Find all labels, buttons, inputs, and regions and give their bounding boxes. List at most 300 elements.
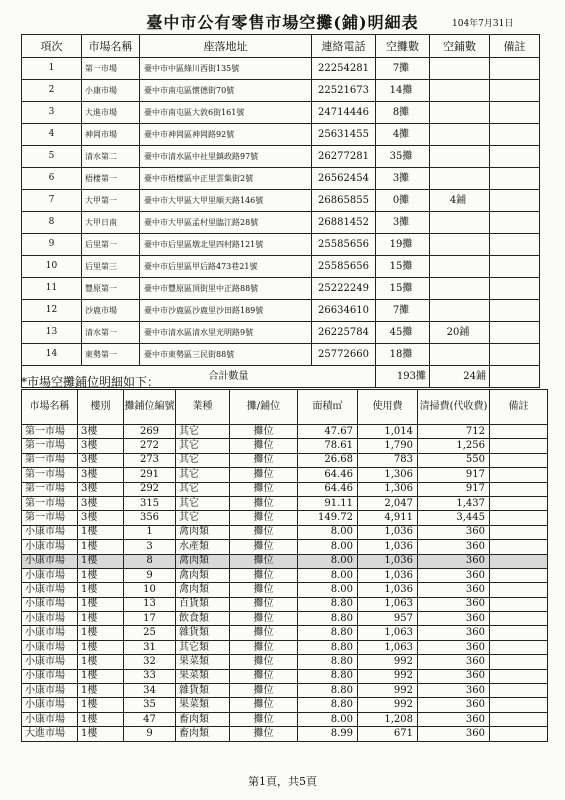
cell-phone: 26225784 bbox=[312, 322, 376, 344]
cell-shops bbox=[430, 234, 490, 256]
col-header-market: 市場名稱 bbox=[82, 35, 140, 58]
cell-market: 小康市場 bbox=[22, 640, 78, 654]
cell-stalls: 14攤 bbox=[376, 80, 430, 102]
col-header-shops: 空鋪數 bbox=[430, 35, 490, 58]
col-header-address: 座落地址 bbox=[140, 35, 312, 58]
table-row bbox=[22, 626, 548, 640]
cell-floor: 1樓 bbox=[78, 583, 124, 597]
cell-floor: 3樓 bbox=[78, 453, 124, 467]
cell-phone: 25585656 bbox=[312, 234, 376, 256]
cell-phone: 26562454 bbox=[312, 168, 376, 190]
cell-stalls: 3攤 bbox=[376, 212, 430, 234]
cell-market: 第一市場 bbox=[22, 425, 78, 439]
cell-area: 8.00 bbox=[298, 583, 358, 597]
cell-market: 清水第一 bbox=[82, 322, 140, 344]
cell-kind: 攤位 bbox=[230, 684, 298, 698]
cell-type: 果菜類 bbox=[176, 669, 230, 683]
cell-market: 大進市場 bbox=[82, 102, 140, 124]
cell-area: 91.11 bbox=[298, 496, 358, 510]
cell-no: 8 bbox=[22, 212, 82, 234]
cell-floor: 3樓 bbox=[78, 439, 124, 453]
cell-floor: 3樓 bbox=[78, 511, 124, 525]
cell-kind: 攤位 bbox=[230, 698, 298, 712]
cell-remarks bbox=[490, 655, 548, 669]
cell-stall-no: 1 bbox=[124, 525, 176, 539]
table-row bbox=[22, 124, 540, 146]
cell-fee: 1,036 bbox=[358, 540, 418, 554]
cell-floor: 1樓 bbox=[78, 525, 124, 539]
cell-floor: 1樓 bbox=[78, 712, 124, 726]
cell-fee: 957 bbox=[358, 612, 418, 626]
cell-address: 臺中市南屯區懷德街70號 bbox=[140, 80, 312, 102]
table-row bbox=[22, 425, 548, 439]
table-row bbox=[22, 712, 548, 726]
cell-stall-no: 17 bbox=[124, 612, 176, 626]
cell-cleaning-fee: 360 bbox=[418, 698, 490, 712]
cell-no: 5 bbox=[22, 146, 82, 168]
cell-type: 禽肉類 bbox=[176, 583, 230, 597]
detail-caption: *市場空攤鋪位明細如下： bbox=[21, 375, 160, 389]
table-row bbox=[22, 554, 548, 568]
cell-market: 小康市場 bbox=[22, 669, 78, 683]
cell-area: 8.00 bbox=[298, 525, 358, 539]
cell-area: 8.80 bbox=[298, 669, 358, 683]
cell-type: 其它 bbox=[176, 511, 230, 525]
cell-stall-no: 9 bbox=[124, 568, 176, 582]
cell-type: 禽肉類 bbox=[176, 568, 230, 582]
cell-area: 47.67 bbox=[298, 425, 358, 439]
cell-floor: 1樓 bbox=[78, 669, 124, 683]
cell-type: 畜肉類 bbox=[176, 712, 230, 726]
cell-shops bbox=[430, 102, 490, 124]
page-title: 臺中市公有零售市場空攤(鋪)明細表 bbox=[146, 13, 419, 32]
cell-market: 第一市場 bbox=[22, 511, 78, 525]
table-row bbox=[22, 655, 548, 669]
cell-phone: 26881452 bbox=[312, 212, 376, 234]
cell-area: 64.46 bbox=[298, 468, 358, 482]
col-header-market: 市場名稱 bbox=[22, 390, 78, 425]
cell-kind: 攤位 bbox=[230, 669, 298, 683]
cell-remarks bbox=[490, 597, 548, 611]
cell-floor: 3樓 bbox=[78, 496, 124, 510]
cell-phone: 25222249 bbox=[312, 278, 376, 300]
cell-fee: 4,911 bbox=[358, 511, 418, 525]
cell-no: 3 bbox=[22, 102, 82, 124]
cell-type: 禽肉類 bbox=[176, 554, 230, 568]
cell-shops bbox=[430, 278, 490, 300]
cell-cleaning-fee: 1,437 bbox=[418, 496, 490, 510]
cell-market: 小康市場 bbox=[82, 80, 140, 102]
cell-cleaning-fee: 917 bbox=[418, 468, 490, 482]
cell-market: 小康市場 bbox=[22, 540, 78, 554]
cell-shops bbox=[430, 146, 490, 168]
cell-kind: 攤位 bbox=[230, 597, 298, 611]
table-row bbox=[22, 583, 548, 597]
cell-remarks bbox=[490, 583, 548, 597]
table-row bbox=[22, 453, 548, 467]
table-row bbox=[22, 190, 540, 212]
cell-remarks bbox=[490, 124, 540, 146]
cell-remarks bbox=[490, 168, 540, 190]
cell-cleaning-fee: 917 bbox=[418, 482, 490, 496]
cell-area: 8.00 bbox=[298, 568, 358, 582]
cell-kind: 攤位 bbox=[230, 554, 298, 568]
cell-remarks bbox=[490, 568, 548, 582]
table-row bbox=[22, 540, 548, 554]
cell-market: 大甲第一 bbox=[82, 190, 140, 212]
cell-stall-no: 25 bbox=[124, 626, 176, 640]
cell-floor: 3樓 bbox=[78, 425, 124, 439]
cell-address: 臺中市沙鹿區沙鹿里沙田路189號 bbox=[140, 300, 312, 322]
cell-market: 第一市場 bbox=[82, 58, 140, 80]
page-footer: 第1頁，共5頁 bbox=[248, 775, 317, 788]
cell-cleaning-fee: 360 bbox=[418, 669, 490, 683]
cell-shops bbox=[430, 212, 490, 234]
cell-fee: 1,036 bbox=[358, 525, 418, 539]
cell-no: 10 bbox=[22, 256, 82, 278]
cell-kind: 攤位 bbox=[230, 540, 298, 554]
cell-remarks bbox=[490, 525, 548, 539]
cell-type: 其它 bbox=[176, 453, 230, 467]
cell-area: 8.00 bbox=[298, 712, 358, 726]
table-row bbox=[22, 212, 540, 234]
cell-stalls: 0攤 bbox=[376, 190, 430, 212]
cell-floor: 1樓 bbox=[78, 568, 124, 582]
cell-cleaning-fee: 360 bbox=[418, 684, 490, 698]
cell-floor: 1樓 bbox=[78, 684, 124, 698]
cell-phone: 25585656 bbox=[312, 256, 376, 278]
cell-shops bbox=[430, 124, 490, 146]
cell-market: 第一市場 bbox=[22, 496, 78, 510]
cell-cleaning-fee: 360 bbox=[418, 727, 490, 741]
cell-market: 清水第二 bbox=[82, 146, 140, 168]
table-row bbox=[22, 496, 548, 510]
cell-remarks bbox=[490, 146, 540, 168]
cell-type: 果菜類 bbox=[176, 655, 230, 669]
cell-stall-no: 356 bbox=[124, 511, 176, 525]
cell-area: 78.61 bbox=[298, 439, 358, 453]
cell-market: 小康市場 bbox=[22, 597, 78, 611]
cell-remarks bbox=[490, 256, 540, 278]
col-header-floor: 樓別 bbox=[78, 390, 124, 425]
cell-fee: 2,047 bbox=[358, 496, 418, 510]
cell-fee: 1,063 bbox=[358, 597, 418, 611]
table-row bbox=[22, 568, 548, 582]
cell-area: 8.00 bbox=[298, 540, 358, 554]
cell-stall-no: 292 bbox=[124, 482, 176, 496]
cell-kind: 攤位 bbox=[230, 583, 298, 597]
cell-cleaning-fee: 360 bbox=[418, 655, 490, 669]
cell-stall-no: 34 bbox=[124, 684, 176, 698]
cell-shops bbox=[430, 168, 490, 190]
cell-remarks bbox=[490, 698, 548, 712]
cell-remarks bbox=[490, 344, 540, 366]
cell-stalls: 35攤 bbox=[376, 146, 430, 168]
cell-address: 臺中市后里區墩北里四村路121號 bbox=[140, 234, 312, 256]
cell-remarks bbox=[490, 511, 548, 525]
cell-address: 臺中市梧棲區中正里雲集街2號 bbox=[140, 168, 312, 190]
cell-no: 13 bbox=[22, 322, 82, 344]
cell-address: 臺中市神岡區神岡路92號 bbox=[140, 124, 312, 146]
cell-kind: 攤位 bbox=[230, 439, 298, 453]
cell-market: 東勢第一 bbox=[82, 344, 140, 366]
cell-cleaning-fee: 360 bbox=[418, 612, 490, 626]
cell-stalls: 45攤 bbox=[376, 322, 430, 344]
cell-area: 8.80 bbox=[298, 698, 358, 712]
cell-kind: 攤位 bbox=[230, 626, 298, 640]
cell-cleaning-fee: 360 bbox=[418, 583, 490, 597]
cell-fee: 1,036 bbox=[358, 583, 418, 597]
cell-type: 果菜類 bbox=[176, 698, 230, 712]
cell-market: 神岡市場 bbox=[82, 124, 140, 146]
cell-fee: 1,063 bbox=[358, 640, 418, 654]
cell-stall-no: 32 bbox=[124, 655, 176, 669]
cell-remarks bbox=[490, 234, 540, 256]
cell-cleaning-fee: 3,445 bbox=[418, 511, 490, 525]
cell-no: 6 bbox=[22, 168, 82, 190]
cell-stall-no: 273 bbox=[124, 453, 176, 467]
cell-stalls: 4攤 bbox=[376, 124, 430, 146]
cell-floor: 1樓 bbox=[78, 655, 124, 669]
table-row bbox=[22, 468, 548, 482]
cell-area: 8.80 bbox=[298, 655, 358, 669]
cell-market: 小康市場 bbox=[22, 554, 78, 568]
cell-fee: 992 bbox=[358, 669, 418, 683]
total-remarks bbox=[490, 366, 540, 388]
cell-fee: 1,306 bbox=[358, 468, 418, 482]
col-header-remarks: 備註 bbox=[490, 35, 540, 58]
table-row bbox=[22, 612, 548, 626]
cell-fee: 1,790 bbox=[358, 439, 418, 453]
cell-market: 后里第三 bbox=[82, 256, 140, 278]
cell-no: 7 bbox=[22, 190, 82, 212]
cell-type: 其它 bbox=[176, 468, 230, 482]
table-row bbox=[22, 322, 540, 344]
cell-shops bbox=[430, 58, 490, 80]
cell-market: 小康市場 bbox=[22, 655, 78, 669]
cell-phone: 22521673 bbox=[312, 80, 376, 102]
cell-shops bbox=[430, 344, 490, 366]
cell-stalls: 3攤 bbox=[376, 168, 430, 190]
cell-remarks bbox=[490, 300, 540, 322]
cell-floor: 1樓 bbox=[78, 540, 124, 554]
cell-no: 12 bbox=[22, 300, 82, 322]
cell-floor: 1樓 bbox=[78, 698, 124, 712]
table-row bbox=[22, 727, 548, 741]
cell-shops bbox=[430, 256, 490, 278]
cell-remarks bbox=[490, 58, 540, 80]
cell-stall-no: 315 bbox=[124, 496, 176, 510]
cell-remarks bbox=[490, 80, 540, 102]
cell-stall-no: 13 bbox=[124, 597, 176, 611]
cell-floor: 1樓 bbox=[78, 554, 124, 568]
cell-kind: 攤位 bbox=[230, 727, 298, 741]
cell-kind: 攤位 bbox=[230, 568, 298, 582]
cell-stalls: 19攤 bbox=[376, 234, 430, 256]
cell-remarks bbox=[490, 322, 540, 344]
table-row bbox=[22, 482, 548, 496]
report-date: 104年7月31日 bbox=[452, 19, 514, 29]
cell-market: 小康市場 bbox=[22, 626, 78, 640]
cell-no: 1 bbox=[22, 58, 82, 80]
cell-type: 飲食類 bbox=[176, 612, 230, 626]
cell-area: 149.72 bbox=[298, 511, 358, 525]
cell-type: 水產類 bbox=[176, 540, 230, 554]
cell-fee: 783 bbox=[358, 453, 418, 467]
cell-cleaning-fee: 550 bbox=[418, 453, 490, 467]
table-row bbox=[22, 344, 540, 366]
cell-remarks bbox=[490, 190, 540, 212]
total-shops: 24鋪 bbox=[430, 366, 490, 388]
table-row bbox=[22, 102, 540, 124]
cell-fee: 992 bbox=[358, 698, 418, 712]
table-row bbox=[22, 640, 548, 654]
cell-address: 臺中市清水區中社里鎮政路97號 bbox=[140, 146, 312, 168]
cell-market: 梧棲第一 bbox=[82, 168, 140, 190]
cell-stall-no: 9 bbox=[124, 727, 176, 741]
cell-phone: 25772660 bbox=[312, 344, 376, 366]
cell-remarks bbox=[490, 278, 540, 300]
cell-remarks bbox=[490, 453, 548, 467]
cell-cleaning-fee: 360 bbox=[418, 525, 490, 539]
cell-remarks bbox=[490, 102, 540, 124]
cell-market: 小康市場 bbox=[22, 568, 78, 582]
table-row bbox=[22, 278, 540, 300]
col-header-remarks: 備註 bbox=[490, 390, 548, 425]
cell-stall-no: 10 bbox=[124, 583, 176, 597]
cell-stall-no: 3 bbox=[124, 540, 176, 554]
cell-kind: 攤位 bbox=[230, 511, 298, 525]
cell-kind: 攤位 bbox=[230, 712, 298, 726]
cell-floor: 1樓 bbox=[78, 612, 124, 626]
cell-floor: 1樓 bbox=[78, 640, 124, 654]
cell-stalls: 15攤 bbox=[376, 256, 430, 278]
cell-kind: 攤位 bbox=[230, 468, 298, 482]
cell-type: 禽肉類 bbox=[176, 525, 230, 539]
cell-cleaning-fee: 360 bbox=[418, 554, 490, 568]
cell-floor: 3樓 bbox=[78, 482, 124, 496]
cell-type: 其它 bbox=[176, 439, 230, 453]
cell-address: 臺中市南屯區大敦6街161號 bbox=[140, 102, 312, 124]
cell-type: 畜肉類 bbox=[176, 727, 230, 741]
table-row bbox=[22, 80, 540, 102]
cell-type: 其它 bbox=[176, 496, 230, 510]
cell-area: 26.68 bbox=[298, 453, 358, 467]
cell-phone: 25631455 bbox=[312, 124, 376, 146]
cell-remarks bbox=[490, 612, 548, 626]
cell-area: 8.99 bbox=[298, 727, 358, 741]
table-row bbox=[22, 525, 548, 539]
cell-fee: 1,306 bbox=[358, 482, 418, 496]
cell-market: 第一市場 bbox=[22, 468, 78, 482]
cell-remarks bbox=[490, 468, 548, 482]
cell-market: 小康市場 bbox=[22, 612, 78, 626]
cell-stall-no: 291 bbox=[124, 468, 176, 482]
cell-market: 小康市場 bbox=[22, 712, 78, 726]
summary-header-row bbox=[22, 35, 540, 58]
cell-cleaning-fee: 360 bbox=[418, 626, 490, 640]
cell-cleaning-fee: 360 bbox=[418, 568, 490, 582]
cell-stall-no: 272 bbox=[124, 439, 176, 453]
cell-area: 8.80 bbox=[298, 626, 358, 640]
table-row bbox=[22, 168, 540, 190]
cell-phone: 26865855 bbox=[312, 190, 376, 212]
cell-remarks bbox=[490, 212, 540, 234]
cell-market: 小康市場 bbox=[22, 525, 78, 539]
table-row bbox=[22, 234, 540, 256]
table-row bbox=[22, 146, 540, 168]
cell-kind: 攤位 bbox=[230, 640, 298, 654]
cell-phone: 24714446 bbox=[312, 102, 376, 124]
cell-cleaning-fee: 360 bbox=[418, 712, 490, 726]
cell-address: 臺中市大甲區大甲里順天路146號 bbox=[140, 190, 312, 212]
cell-market: 大甲日南 bbox=[82, 212, 140, 234]
table-row bbox=[22, 511, 548, 525]
cell-cleaning-fee: 360 bbox=[418, 597, 490, 611]
cell-fee: 1,036 bbox=[358, 568, 418, 582]
cell-type: 其它類 bbox=[176, 640, 230, 654]
cell-remarks bbox=[490, 540, 548, 554]
cell-area: 8.00 bbox=[298, 554, 358, 568]
col-header-kind: 攤/鋪位 bbox=[230, 390, 298, 425]
cell-stall-no: 31 bbox=[124, 640, 176, 654]
cell-cleaning-fee: 712 bbox=[418, 425, 490, 439]
cell-kind: 攤位 bbox=[230, 612, 298, 626]
cell-market: 豐原第一 bbox=[82, 278, 140, 300]
cell-kind: 攤位 bbox=[230, 655, 298, 669]
col-header-fee: 使用費 bbox=[358, 390, 418, 425]
cell-remarks bbox=[490, 626, 548, 640]
cell-area: 64.46 bbox=[298, 482, 358, 496]
cell-no: 14 bbox=[22, 344, 82, 366]
cell-floor: 1樓 bbox=[78, 597, 124, 611]
cell-address: 臺中市大甲區孟村里臨江路28號 bbox=[140, 212, 312, 234]
cell-market: 大進市場 bbox=[22, 727, 78, 741]
cell-address: 臺中市清水區清水里光明路9號 bbox=[140, 322, 312, 344]
summary-table bbox=[21, 34, 540, 388]
cell-kind: 攤位 bbox=[230, 525, 298, 539]
cell-area: 8.80 bbox=[298, 612, 358, 626]
cell-fee: 1,063 bbox=[358, 626, 418, 640]
cell-fee: 992 bbox=[358, 684, 418, 698]
table-row bbox=[22, 597, 548, 611]
cell-phone: 26634610 bbox=[312, 300, 376, 322]
cell-remarks bbox=[490, 482, 548, 496]
cell-fee: 1,014 bbox=[358, 425, 418, 439]
cell-phone: 22254281 bbox=[312, 58, 376, 80]
cell-stall-no: 8 bbox=[124, 554, 176, 568]
cell-stall-no: 33 bbox=[124, 669, 176, 683]
table-row bbox=[22, 669, 548, 683]
cell-floor: 3樓 bbox=[78, 468, 124, 482]
cell-type: 雜貨類 bbox=[176, 626, 230, 640]
cell-phone: 26277281 bbox=[312, 146, 376, 168]
cell-stalls: 7攤 bbox=[376, 58, 430, 80]
cell-remarks bbox=[490, 640, 548, 654]
table-row bbox=[22, 300, 540, 322]
table-row bbox=[22, 439, 548, 453]
cell-area: 8.80 bbox=[298, 684, 358, 698]
cell-type: 其它 bbox=[176, 425, 230, 439]
cell-stalls: 7攤 bbox=[376, 300, 430, 322]
table-row bbox=[22, 698, 548, 712]
cell-remarks bbox=[490, 496, 548, 510]
cell-no: 4 bbox=[22, 124, 82, 146]
cell-stall-no: 269 bbox=[124, 425, 176, 439]
cell-cleaning-fee: 1,256 bbox=[418, 439, 490, 453]
cell-remarks bbox=[490, 425, 548, 439]
cell-address: 臺中市東勢區三民街88號 bbox=[140, 344, 312, 366]
